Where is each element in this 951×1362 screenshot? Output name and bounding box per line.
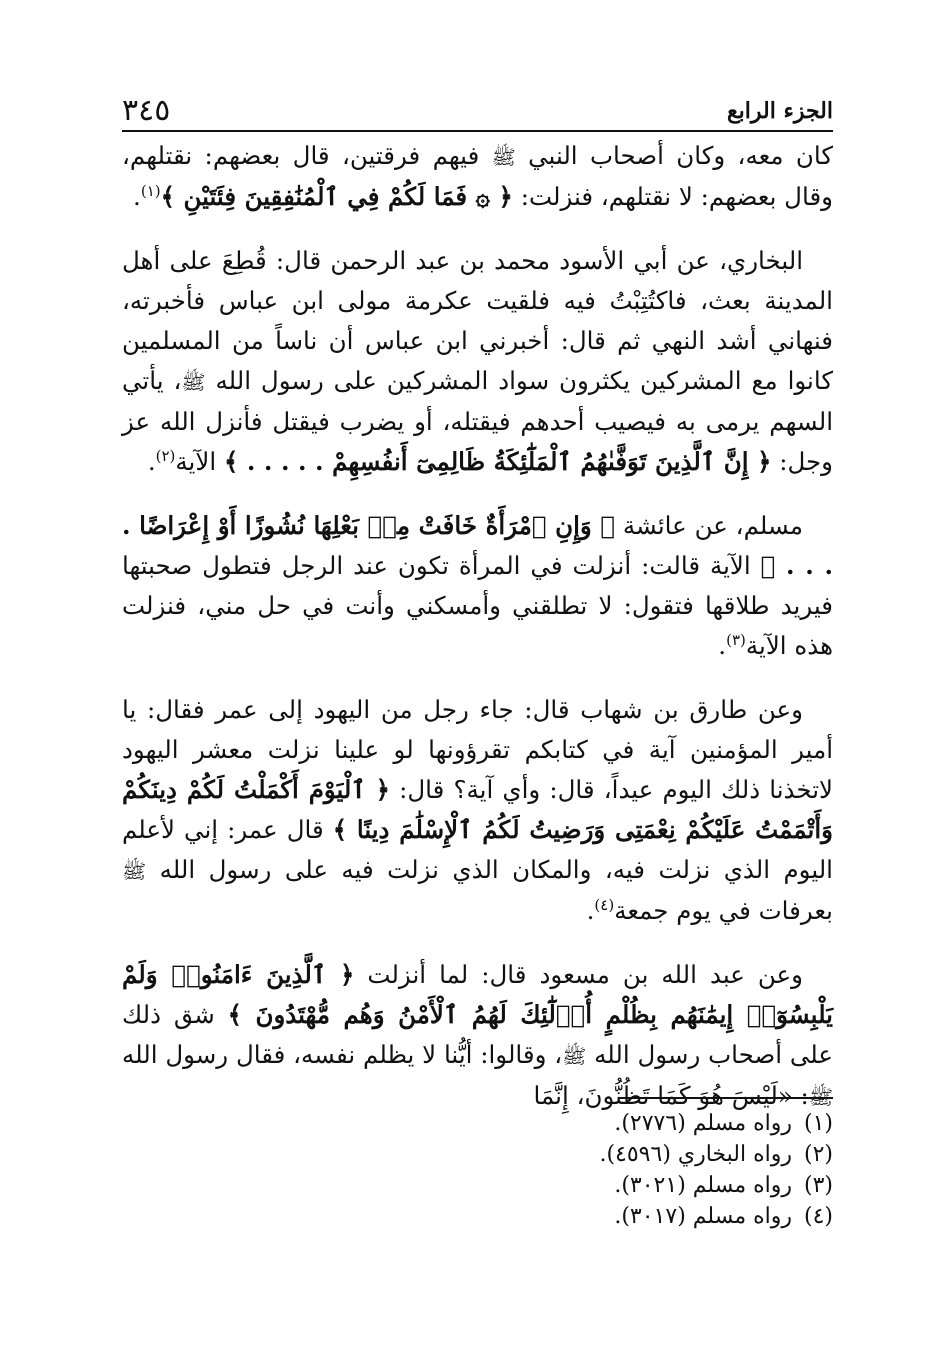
text-run: .	[718, 631, 727, 660]
text-run: ، يأتي السهم يرمى به فيصيب أحدهم فيقتله، أو يضرب فيقتل فأنزل الله عز وجل:	[122, 366, 833, 476]
text-run: مسلم، عن عائشة	[615, 511, 803, 540]
salutation-glyph: ﷺ	[491, 145, 516, 169]
quran-verse: ﴿ ٱلْيَوْمَ أَكْمَلْتُ لَكُمْ دِينَكُمْ وَأَتْمَمْتُ عَلَيْكُمْ نِعْمَتِى وَرَضِيتُ لَكُمُ ٱلْإِسْلَٰمَ دِينًا ﴾	[122, 775, 833, 844]
text-run: .	[133, 182, 141, 211]
paragraph	[122, 690, 833, 931]
paragraph	[122, 955, 833, 1117]
footnote-number: (٤)	[803, 1204, 833, 1229]
salutation-glyph: ﷺ	[122, 859, 147, 883]
footnote-ref: (٤)	[594, 895, 615, 914]
footnote-number: (٢)	[803, 1142, 833, 1167]
text-run: قال عمر: إني لأعلم اليوم الذي نزلت فيه، والمكان الذي نزلت فيه على رسول الله	[122, 815, 833, 884]
quran-verse: ﴿ ٱلَّذِينَ ءَامَنُوا۟ وَلَمْ يَلْبِسُوٓا۟ إِيمَٰنَهُم بِظُلْمٍ أُو۟لَٰٓئِكَ لَهُمُ ٱلْأَمْنُ وَهُم مُّهْتَدُونَ ﴾	[122, 960, 833, 1029]
footnote-ref: (١)	[140, 181, 161, 200]
quran-verse: ﴿ وَإِنِ ٱمْرَأَةٌ خَافَتْ مِنۢ بَعْلِهَا نُشُوزًا أَوْ إِعْرَاضًا . . . . ﴾	[122, 511, 833, 580]
text-run: البخاري، عن أبي الأسود محمد بن عبد الرحمن قال: قُطِعَ على أهل المدينة بعث، فاكتُتِبْتُ فيه فلقيت عكرمة مولى ابن عباس فأخبرته، فنهاني أشد النهي ثم قال: أخبرني ابن عباس أن ناساً من المسلمين كانوا مع المشركين يكثرون سواد المشركين على رسول الله	[122, 246, 834, 395]
footnote-divider	[618, 1097, 833, 1099]
page-header	[122, 84, 833, 132]
text-run: وعن عبد الله بن مسعود قال: لما أنزلت	[354, 960, 803, 989]
page-number: ٣٤٥	[122, 93, 171, 128]
text-run: بعرفات في يوم جمعة	[614, 896, 833, 925]
footnote	[122, 1201, 833, 1232]
text-run: .	[586, 896, 595, 925]
salutation-glyph: ﷺ	[808, 1085, 833, 1109]
quran-verse: ﴿ إِنَّ ٱلَّذِينَ تَوَفَّىٰهُمُ ٱلْمَلَٰٓئِكَةُ ظَالِمِىٓ أَنفُسِهِمْ . . . . . ﴾	[223, 447, 772, 476]
footnote-ref: (٢)	[155, 446, 176, 465]
footnote	[122, 1170, 833, 1201]
paragraph	[122, 506, 833, 666]
text-run: وعن طارق بن شهاب قال: جاء رجل من اليهود إلى عمر فقال: يا أمير المؤمنين آية في كتابكم تقرؤونها لو علينا نزلت معشر اليهود لاتخذنا ذلك اليوم عيداً، قال: وأي آية؟ قال:	[122, 695, 833, 804]
quran-verse: ﴿ ۞ فَمَا لَكُمْ فِي ٱلْمُنَٰفِقِينَ فِئَتَيْنِ ﴾	[160, 182, 513, 211]
footnote-text: رواه مسلم (٢٧٧٦).	[614, 1111, 792, 1136]
salutation-glyph: ﷺ	[562, 1044, 587, 1068]
footnote-text: رواه البخاري (٤٥٩٦).	[599, 1142, 792, 1167]
text-run: الآية قالت: أنزلت في المرأة تكون عند الرجل فتطول صحبتها فيريد طلاقها فتقول: لا تطلقني وأمسكني وأنت في حل مني، فنزلت هذه الآية	[122, 551, 833, 660]
text-run: كان معه، وكان أصحاب النبي	[515, 141, 833, 170]
main-text	[122, 136, 833, 1141]
footnote-text: رواه مسلم (٣٠١٧).	[614, 1204, 792, 1229]
text-run: .	[147, 447, 156, 476]
footnotes	[122, 1108, 833, 1232]
footnote-text: رواه مسلم (٣٠٢١).	[614, 1173, 792, 1198]
footnote-ref: (٣)	[726, 630, 746, 649]
footnote	[122, 1139, 833, 1170]
text-run: : «لَيْسَ هُوَ كَمَا تَظُنُّونَ، إِنَّمَا	[533, 1081, 809, 1110]
text-run: الآية	[175, 447, 224, 476]
footnote-number: (١)	[803, 1111, 833, 1136]
salutation-glyph: ﷺ	[181, 370, 206, 394]
text-run: فيهم فرقتين، قال بعضهم: نقتلهم، وقال بعضهم: لا نقتلهم، فنزلت:	[122, 141, 833, 211]
text-run: ، وقالوا: أيُّنا لا يظلم نفسه، فقال رسول الله	[122, 1040, 563, 1069]
chapter-title: الجزء الرابع	[726, 98, 833, 124]
footnote	[122, 1108, 833, 1139]
paragraph	[122, 241, 833, 482]
paragraph	[122, 136, 833, 217]
text-run: شق ذلك على أصحاب رسول الله	[122, 1000, 833, 1069]
footnote-number: (٣)	[803, 1173, 833, 1198]
